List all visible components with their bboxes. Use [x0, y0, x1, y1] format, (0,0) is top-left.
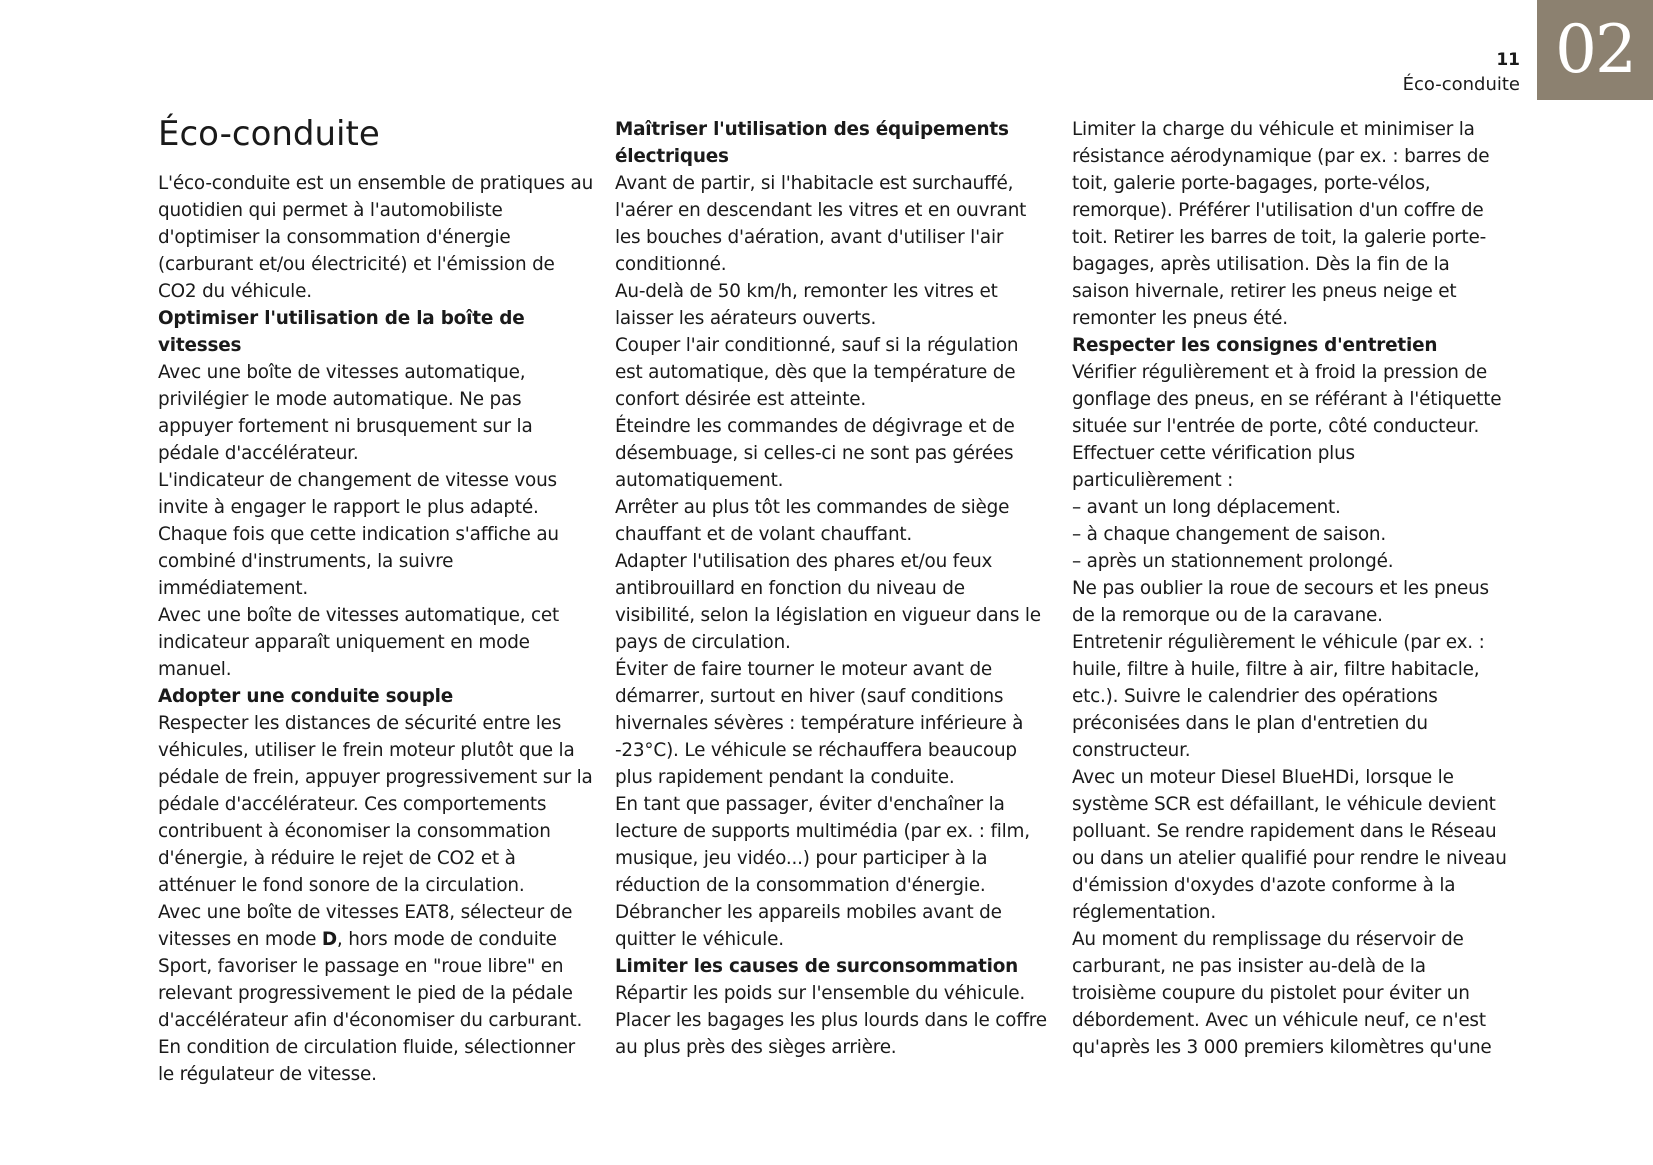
paragraph: Éviter de faire tourner le moteur avant de démarrer, surtout en hiver (sauf conditions hivernales sévères : température inférieure à -23°C). Le véhicule se réchauffera beaucoup plus rapidement pendant la conduite.	[615, 659, 1024, 788]
paragraph: Avec une boîte de vitesses automatique, privilégier le mode automatique. Ne pas appuyer fortement ni brusquement sur la pédale d'accélérateur.	[158, 362, 533, 464]
section-label: Éco-conduite	[1402, 74, 1520, 95]
intro-paragraph: L'éco-conduite est un ensemble de pratiques au quotidien qui permet à l'automobiliste d'optimiser la consommation d'énergie (carburant et/ou électricité) et l'émission de CO2 du véhicule.	[158, 173, 594, 302]
paragraph: Adapter l'utilisation des phares et/ou feux antibrouillard en fonction du niveau de visibilité, selon la législation en vigueur dans le pays de circulation.	[615, 551, 1041, 653]
paragraph: Ne pas oublier la roue de secours et les pneus de la remorque ou de la caravane.	[1072, 578, 1489, 626]
paragraph: Avec une boîte de vitesses automatique, cet indicateur apparaît uniquement en mode manuel.	[158, 605, 560, 680]
paragraph: Éteindre les commandes de dégivrage et de désembuage, si celles-ci ne sont pas gérées automatiquement.	[615, 416, 1015, 491]
paragraph: Débrancher les appareils mobiles avant de quitter le véhicule.	[615, 902, 1002, 950]
paragraph	[158, 899, 594, 1034]
paragraph: Avant de partir, si l'habitacle est surchauffé, l'aérer en descendant les vitres et en ouvrant les bouches d'aération, avant d'utiliser l'air conditionné.	[615, 173, 1027, 275]
paragraph: En tant que passager, éviter d'enchaîner la lecture de supports multimédia (par ex. : film, musique, jeu vidéo...) pour participer à la réduction de la consommation d'énergie.	[615, 794, 1030, 896]
section-heading: Limiter les causes de surconsommation	[615, 956, 1019, 977]
section-heading: Adopter une conduite souple	[158, 686, 454, 707]
list-item: – après un stationnement prolongé.	[1072, 551, 1394, 572]
paragraph: Répartir les poids sur l'ensemble du véhicule. Placer les bagages les plus lourds dans le coffre au plus près des sièges arrière.	[615, 983, 1047, 1058]
list-item: – avant un long déplacement.	[1072, 497, 1341, 518]
paragraph: Couper l'air conditionné, sauf si la régulation est automatique, dès que la température de confort désirée est atteinte.	[615, 335, 1019, 410]
chapter-number-tab: 02	[1537, 0, 1653, 100]
page-number: 11	[1496, 50, 1520, 70]
paragraph: Entretenir régulièrement le véhicule (par ex. : huile, filtre à huile, filtre à air, filtre habitacle, etc.). Suivre le calendrier des opérations préconisées dans le plan d'entretien du constructeur.	[1072, 632, 1485, 761]
paragraph: Effectuer cette vérification plus particulièrement :	[1072, 443, 1355, 491]
paragraph-text: , hors mode de conduite Sport, favoriser le passage en "roue libre" en relevant progressivement le pied de la pédale d'accélérateur afin d'économiser du carburant.	[158, 929, 583, 1031]
paragraph: Avec un moteur Diesel BlueHDi, lorsque le système SCR est défaillant, le véhicule devient polluant. Se rendre rapidement dans le Réseau ou dans un atelier qualifié pour rendre le niveau d'émission d'oxydes d'azote conforme à la réglementation.	[1072, 767, 1507, 923]
paragraph: Vérifier régulièrement et à froid la pression de gonflage des pneus, en se référant à l'étiquette située sur l'entrée de porte, côté conducteur.	[1072, 362, 1502, 437]
list-item: – à chaque changement de saison.	[1072, 524, 1387, 545]
gear-mode-letter: D	[321, 929, 337, 950]
paragraph: Au-delà de 50 km/h, remonter les vitres et laisser les aérateurs ouverts.	[615, 281, 998, 329]
section-heading: Respecter les consignes d'entretien	[1072, 335, 1438, 356]
column-2	[615, 116, 1047, 1061]
paragraph: Limiter la charge du véhicule et minimiser la résistance aérodynamique (par ex. : barres de toit, galerie porte-bagages, porte-vélos, remorque). Préférer l'utilisation d'un coffre de toit. Retirer les barres de toit, la galerie porte-bagages, après utilisation. Dès la fin de la saison hivernale, retirer les pneus neige et remonter les pneus été.	[1072, 119, 1490, 329]
column-1	[158, 116, 594, 1088]
column-3	[1072, 116, 1510, 1061]
paragraph: Arrêter au plus tôt les commandes de siège chauffant et de volant chauffant.	[615, 497, 1010, 545]
paragraph-text: Avec une boîte de vitesses EAT8, sélecteur de vitesses en mode	[158, 902, 573, 950]
section-heading: Optimiser l'utilisation de la boîte de vitesses	[158, 308, 525, 356]
paragraph: L'indicateur de changement de vitesse vous invite à engager le rapport le plus adapté. Chaque fois que cette indication s'affiche au combiné d'instruments, la suivre immédiatement.	[158, 470, 559, 599]
page-title: Éco-conduite	[158, 114, 380, 154]
paragraph: Respecter les distances de sécurité entre les véhicules, utiliser le frein moteur plutôt que la pédale de frein, appuyer progressivement sur la pédale d'accélérateur. Ces comportements contribuent à économiser la consommation d'énergie, à réduire le rejet de CO2 et à atténuer le fond sonore de la circulation.	[158, 713, 593, 896]
section-heading: Maîtriser l'utilisation des équipements électriques	[615, 119, 1009, 167]
paragraph: En condition de circulation fluide, sélectionner le régulateur de vitesse.	[158, 1037, 576, 1085]
paragraph: Au moment du remplissage du réservoir de carburant, ne pas insister au-delà de la troisième coupure du pistolet pour éviter un débordement. Avec un véhicule neuf, ce n'est qu'après les 3 000 premiers kilomètres qu'une	[1072, 929, 1492, 1058]
